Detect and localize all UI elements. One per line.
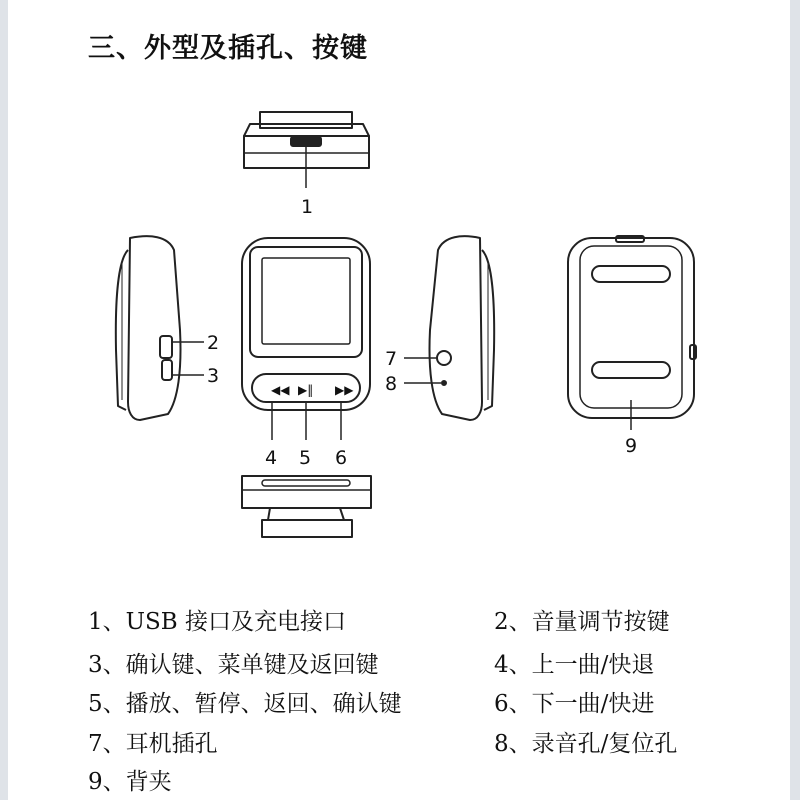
usb-port-icon (291, 137, 321, 146)
menu-button-icon (162, 360, 172, 380)
callout-8: 8 (385, 373, 398, 395)
callout-3: 3 (207, 365, 220, 387)
callout-1: 1 (301, 196, 314, 218)
legend-item-7: 7、耳机插孔 (88, 731, 218, 757)
legend-item-9: 9、背夹 (88, 769, 172, 795)
play-pause-icon: ▶‖ (298, 383, 314, 397)
mic-reset-hole-icon (442, 381, 446, 385)
legend-item-2: 2、音量调节按键 (494, 609, 670, 635)
device-left-side-view (116, 236, 204, 420)
rewind-icon: ◀◀ (271, 383, 290, 397)
callout-9: 9 (625, 435, 638, 457)
callout-5: 5 (299, 447, 312, 469)
volume-button-icon (160, 336, 172, 358)
legend-item-6: 6、下一曲/快进 (494, 691, 655, 717)
legend-item-4: 4、上一曲/快退 (494, 652, 655, 678)
callout-6: 6 (335, 447, 348, 469)
legend-item-3: 3、确认键、菜单键及返回键 (88, 652, 379, 678)
callout-7: 7 (385, 348, 398, 370)
headphone-jack-icon (437, 351, 451, 365)
callout-4: 4 (265, 447, 278, 469)
device-front-view (242, 238, 370, 440)
fast-forward-icon: ▶▶ (335, 383, 354, 397)
device-back-view (568, 236, 696, 430)
legend-item-5: 5、播放、暂停、返回、确认键 (88, 691, 402, 717)
legend-item-1: 1、USB 接口及充电接口 (88, 609, 346, 635)
section-heading: 三、外型及插孔、按键 (88, 33, 368, 64)
device-top-view (244, 112, 369, 188)
callout-2: 2 (207, 332, 220, 354)
legend-item-8: 8、录音孔/复位孔 (494, 731, 678, 757)
screen (262, 258, 350, 344)
device-bottom-view (242, 476, 371, 537)
device-right-side-view (404, 236, 494, 420)
